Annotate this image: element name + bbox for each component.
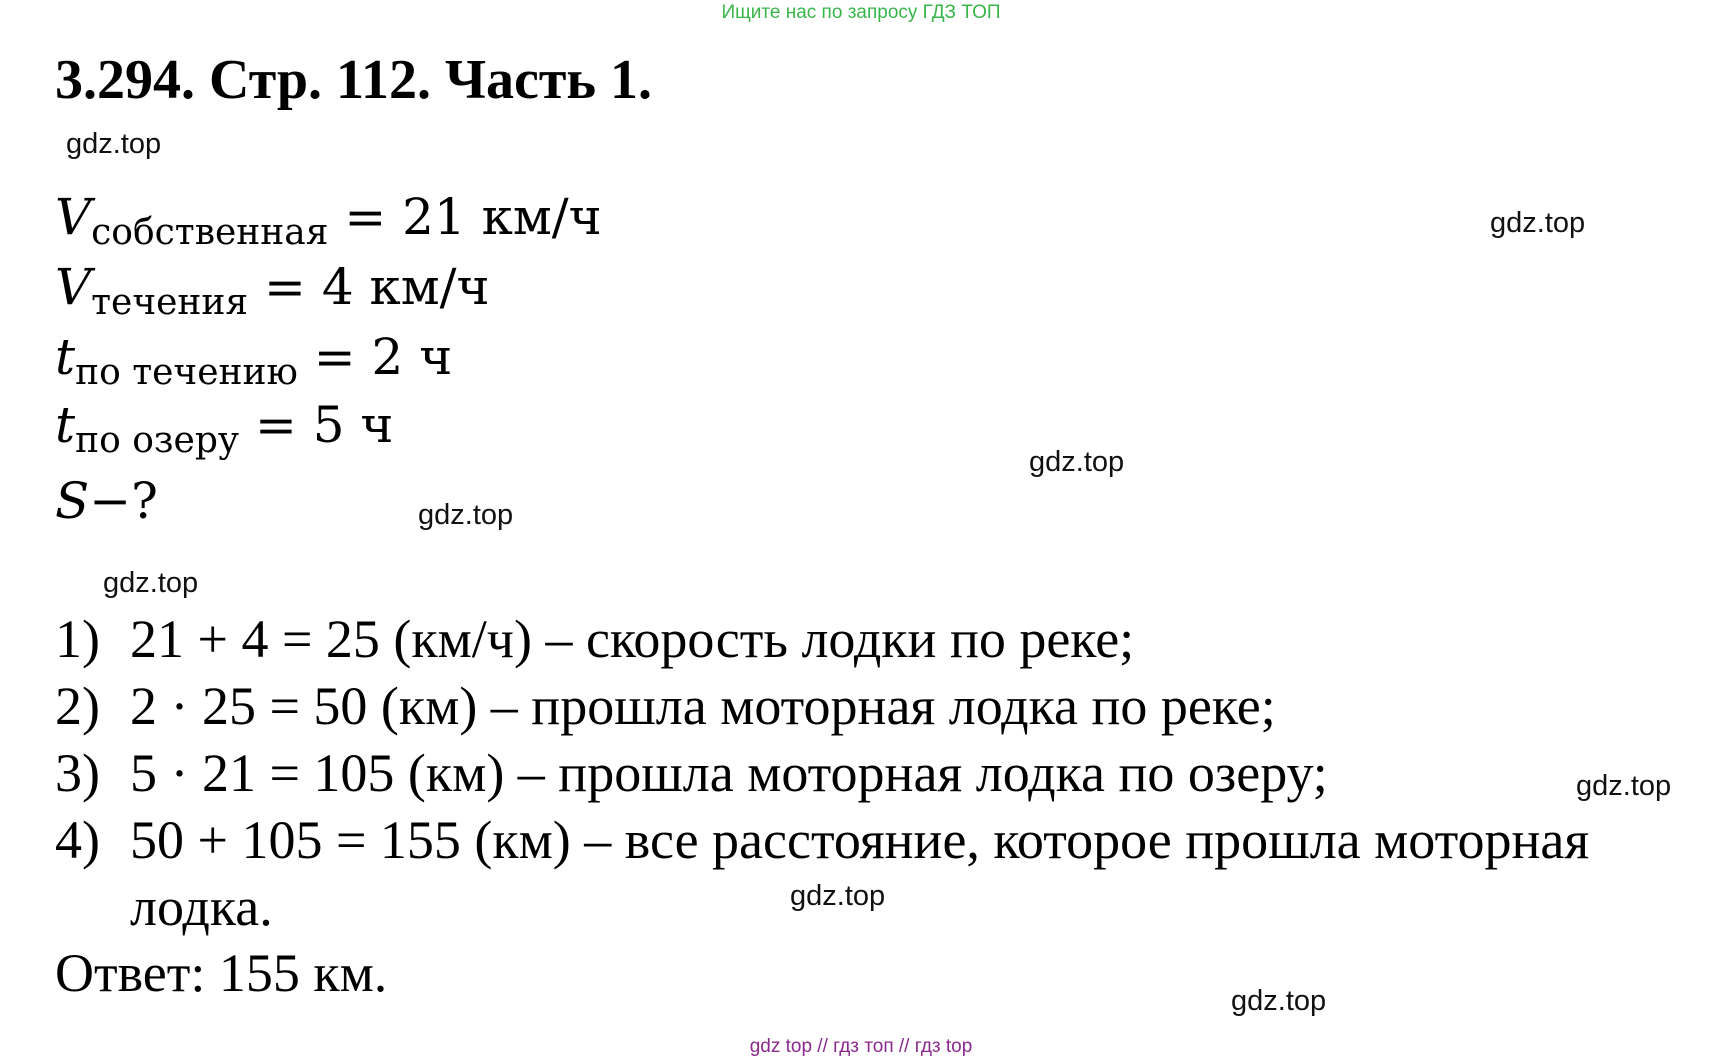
given-variable: V: [55, 258, 92, 316]
given-line: [55, 188, 602, 254]
step-text: 21 + 4 = 25 (км/ч) – скорость лодки по реке;: [130, 609, 1135, 669]
top-banner: Ищите нас по запросу ГДЗ ТОП: [721, 2, 1001, 23]
given-value: = 4 км/ч: [248, 258, 490, 316]
watermark: gdz.top: [790, 880, 886, 912]
watermark: gdz.top: [1231, 985, 1327, 1017]
step-number: 3): [55, 743, 100, 803]
step-text: 50 + 105 = 155 (км) – все расстояние, которое прошла моторная: [130, 810, 1590, 870]
step-text: 5 · 21 = 105 (км) – прошла моторная лодка по озеру;: [130, 743, 1328, 803]
solution-step: [55, 609, 1135, 669]
given-value: = 5 ч: [239, 396, 394, 454]
given-variable: t: [55, 328, 76, 386]
given-line: [55, 396, 394, 462]
watermark: gdz.top: [418, 499, 514, 531]
given-value: = 21 км/ч: [328, 188, 602, 246]
given-line: [55, 472, 158, 530]
solution-step: [55, 810, 1590, 870]
step-number: 2): [55, 676, 100, 736]
given-variable: V: [55, 188, 92, 246]
given-variable: t: [55, 396, 76, 454]
footer-links: gdz top // гдз топ // гдз top: [749, 1036, 973, 1057]
answer: Ответ: 155 км.: [55, 943, 388, 1003]
given-value: = 2 ч: [297, 328, 453, 386]
watermark: gdz.top: [1029, 446, 1125, 478]
given-subscript: по озеру: [75, 420, 240, 462]
given-subscript: течения: [91, 282, 249, 324]
solution-step: [55, 676, 1276, 736]
step-number: 4): [55, 810, 100, 870]
given-subscript: собственная: [91, 212, 329, 254]
step-number: 1): [55, 609, 100, 669]
step-text: 2 · 25 = 50 (км) – прошла моторная лодка по реке;: [130, 676, 1276, 736]
given-variable: S: [55, 472, 90, 530]
watermark: gdz.top: [66, 128, 162, 160]
watermark: gdz.top: [1490, 207, 1586, 239]
watermark: gdz.top: [1576, 770, 1672, 802]
solution-step-continuation: лодка.: [130, 877, 273, 937]
given-line: [55, 258, 490, 324]
given-value: −?: [89, 472, 158, 530]
given-line: [55, 328, 453, 394]
watermark: gdz.top: [103, 567, 199, 599]
page-title: 3.294. Стр. 112. Часть 1.: [55, 49, 653, 111]
solution-step: [55, 743, 1328, 803]
given-subscript: по течению: [75, 352, 298, 394]
